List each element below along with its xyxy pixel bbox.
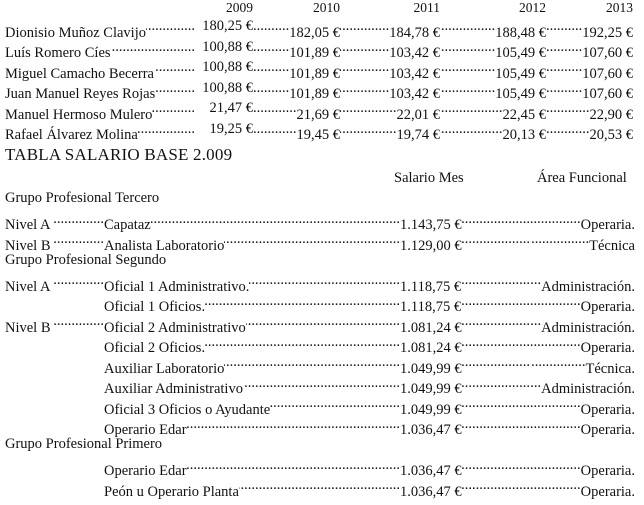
group-row (0, 434, 644, 455)
year-value: 100,88 € (202, 38, 253, 55)
year-value: 19,25 € (209, 120, 253, 137)
dot-leader (530, 475, 581, 496)
year-value: 182,05 € (289, 24, 340, 41)
dot-leader (462, 414, 530, 435)
area-value: Técnica (589, 237, 635, 254)
dot-leader (205, 291, 400, 312)
employee-name: Miguel Camacho Becerra (5, 65, 154, 82)
year-value: 103,42 € (389, 45, 440, 61)
salary-value: 1.049,99 € (400, 401, 462, 418)
dot-leader (546, 98, 590, 119)
salary-row (0, 414, 644, 438)
salary-cell (400, 475, 530, 502)
year-value: 184,78 € (389, 24, 440, 41)
group-row (0, 188, 644, 209)
dot-leader (253, 119, 297, 140)
post-name: Operario Edar (104, 463, 187, 479)
employee-name: Juan Manuel Reyes Rojas (5, 86, 156, 102)
dot-leader (249, 270, 400, 291)
year-value: 19,74 € (396, 127, 440, 143)
dot-leader (462, 393, 530, 414)
year-value: 21,69 € (296, 106, 340, 123)
dot-leader (530, 414, 581, 435)
dot-leader (187, 455, 400, 476)
year-value-cell (195, 37, 253, 58)
dot-leader (224, 229, 400, 250)
dot-leader (111, 37, 195, 58)
dot-leader (340, 57, 389, 78)
dot-leader (440, 16, 495, 37)
year-label: 2011 (413, 0, 440, 15)
employee-row (0, 78, 644, 102)
year-value: 103,42 € (389, 65, 440, 82)
year-value: 105,49 € (495, 65, 546, 82)
dot-leader (530, 229, 589, 250)
salary-table-title: TABLA SALARIO BASE 2.009 (5, 145, 233, 164)
area-value: Operaria. (580, 463, 635, 479)
dot-leader (530, 393, 581, 414)
dot-leader (54, 229, 104, 250)
year-value: 20,13 € (502, 127, 546, 143)
dot-leader (340, 37, 389, 58)
dot-leader (253, 98, 297, 119)
employee-name: Dionisio Muñoz Clavijo (5, 24, 146, 41)
year-value: 19,45 € (296, 127, 340, 143)
area-value: Técnica. (585, 360, 635, 377)
area-value: Operaria. (580, 299, 635, 315)
area-value: Operaria. (580, 483, 635, 500)
year-value: 101,89 € (289, 65, 340, 82)
salary-table (0, 188, 644, 500)
salary-row (0, 373, 644, 397)
year-label: 2009 (226, 0, 253, 15)
year-label: 2012 (519, 0, 546, 15)
dot-leader (243, 373, 400, 394)
dot-leader (462, 455, 530, 476)
dot-leader (530, 311, 541, 332)
salary-value: 1.118,75 € (400, 278, 462, 295)
year-value: 101,89 € (289, 86, 340, 102)
group-name: Grupo Profesional Segundo (5, 251, 167, 268)
area-value: Operaria. (580, 217, 635, 233)
group-row (0, 250, 644, 271)
year-label: 2010 (313, 0, 340, 15)
dot-leader (461, 291, 530, 312)
area-value: Operaria. (580, 401, 635, 418)
dot-leader (54, 270, 104, 291)
dot-leader (462, 229, 530, 250)
dot-leader (152, 98, 195, 119)
dot-leader (462, 332, 530, 353)
dot-leader (440, 78, 495, 99)
post-name: Oficial 2 Administrativo (104, 319, 246, 336)
dot-leader (340, 16, 389, 37)
post-name: Oficial 1 Oficios. (104, 299, 206, 315)
area-value: Administración. (541, 381, 635, 397)
salary-column-header: Salario Mes (394, 170, 464, 186)
dot-leader (462, 352, 530, 373)
dot-leader (146, 16, 195, 37)
salary-value: 1.129,00 € (400, 237, 462, 254)
dot-leader (239, 475, 400, 496)
area-column-header: Área Funcional (537, 170, 627, 186)
employee-row (0, 119, 644, 143)
year-value: 192,25 € (582, 24, 633, 41)
dot-leader (54, 311, 104, 332)
dot-leader (154, 57, 195, 78)
year-value-cell (195, 119, 253, 140)
dot-leader (530, 209, 581, 230)
salary-value: 1.118,75 € (400, 299, 462, 315)
dot-leader (253, 78, 289, 99)
year-value-cell (440, 119, 546, 146)
salary-row (0, 270, 644, 295)
salary-row (0, 352, 644, 377)
year-value: 100,88 € (202, 79, 253, 96)
year-value-cell (340, 119, 440, 146)
group-name: Grupo Profesional Primero (5, 436, 163, 452)
post-name: Oficial 2 Oficios. (104, 340, 206, 356)
dot-leader (440, 57, 495, 78)
post-name: Analista Laboratorio (104, 237, 225, 254)
salary-row (0, 332, 644, 356)
salary-value: 1.049,99 € (400, 381, 462, 397)
year-value: 107,60 € (582, 86, 633, 102)
dot-leader (546, 57, 582, 78)
dot-leader (340, 78, 389, 99)
year-value-cell (253, 119, 340, 146)
dot-leader (54, 209, 104, 230)
dot-leader (340, 98, 397, 119)
salary-value: 1.081,24 € (400, 340, 462, 356)
dot-leader (530, 373, 541, 394)
employee-name: Luís Romero Cíes (5, 45, 111, 61)
level-label: Nivel B (5, 237, 51, 254)
year-value-cell (195, 78, 253, 99)
employee-name-cell (5, 119, 195, 146)
post-cell (104, 475, 400, 502)
year-label: 2013 (606, 0, 633, 15)
dot-leader (440, 98, 503, 119)
dot-leader (462, 475, 530, 496)
level-label: Nivel A (5, 217, 51, 233)
dot-leader (462, 311, 530, 332)
dot-leader (546, 78, 582, 99)
dot-leader (530, 291, 581, 312)
area-value: Operaria. (580, 422, 635, 438)
level-label: Nivel A (5, 278, 51, 295)
area-value: Administración. (541, 319, 635, 336)
salary-row (0, 455, 644, 479)
post-name: Auxiliar Laboratorio (104, 360, 225, 377)
dot-leader (253, 57, 289, 78)
dot-leader (138, 119, 195, 140)
post-name: Auxiliar Administrativo (104, 381, 243, 397)
salary-row (0, 229, 644, 254)
salary-row (0, 393, 644, 418)
year-value: 101,89 € (289, 45, 340, 61)
post-name: Peón u Operario Planta (104, 483, 239, 500)
dot-leader (253, 16, 289, 37)
year-value: 105,49 € (495, 86, 546, 102)
dot-leader (246, 311, 400, 332)
years-header (0, 0, 644, 16)
dot-leader (440, 119, 503, 140)
area-value: Operaria. (580, 340, 635, 356)
year-value: 107,60 € (582, 65, 633, 82)
year-value: 105,49 € (495, 45, 546, 61)
year-value-cell (546, 119, 633, 146)
dot-leader (253, 37, 289, 58)
year-value: 188,48 € (495, 24, 546, 41)
dot-leader (530, 270, 541, 291)
salary-value: 1.049,99 € (400, 360, 462, 377)
dot-leader (224, 352, 400, 373)
dot-leader (205, 332, 400, 353)
employee-name: Rafael Álvarez Molina (5, 127, 138, 143)
dot-leader (462, 209, 530, 230)
year-value: 103,42 € (389, 86, 440, 102)
employee-row (0, 37, 644, 61)
dot-leader (155, 78, 195, 99)
post-name: Oficial 3 Oficios o Ayudante (104, 401, 271, 418)
dot-leader (340, 119, 397, 140)
employee-name: Manuel Hermoso Mulero (5, 106, 153, 123)
year-value: 22,90 € (589, 106, 633, 123)
salary-row (0, 209, 644, 233)
dot-leader (546, 119, 590, 140)
dot-leader (461, 270, 530, 291)
dot-leader (546, 37, 582, 58)
employee-row (0, 98, 644, 123)
year-value: 21,47 € (209, 100, 253, 116)
dot-leader (270, 393, 400, 414)
dot-leader (530, 332, 581, 353)
salary-row (0, 475, 644, 500)
dot-leader (151, 209, 400, 230)
salary-value: 1.036,47 € (400, 483, 462, 500)
year-value: 22,01 € (396, 106, 440, 123)
dot-leader (546, 16, 582, 37)
dot-leader (440, 37, 495, 58)
group-name: Grupo Profesional Tercero (5, 190, 160, 206)
year-value: 107,60 € (582, 45, 633, 61)
year-value-cell (195, 16, 253, 37)
post-name: Oficial 1 Administrativo. (104, 278, 250, 295)
employee-row (0, 16, 644, 41)
year-value-cell (195, 98, 253, 119)
salary-row (0, 311, 644, 336)
post-name: Capataz (104, 217, 151, 233)
area-cell (530, 475, 635, 502)
salary-row (0, 291, 644, 315)
area-value: Administración. (541, 278, 635, 295)
year-value: 180,25 € (202, 18, 253, 34)
post-name: Operario Edar (104, 422, 187, 438)
salary-value: 1.036,47 € (400, 463, 462, 479)
dot-leader (462, 373, 530, 394)
year-value-cell (195, 57, 253, 78)
dot-leader (530, 352, 585, 373)
years-table (0, 16, 644, 143)
year-value: 20,53 € (589, 127, 633, 143)
salary-value: 1.036,47 € (400, 422, 462, 438)
level-label: Nivel B (5, 319, 51, 336)
dot-leader (530, 455, 581, 476)
dot-leader (187, 414, 400, 435)
year-value: 22,45 € (502, 106, 546, 123)
salary-value: 1.081,24 € (400, 319, 462, 336)
employee-row (0, 57, 644, 82)
salary-value: 1.143,75 € (400, 217, 462, 233)
year-value: 100,88 € (202, 59, 253, 75)
